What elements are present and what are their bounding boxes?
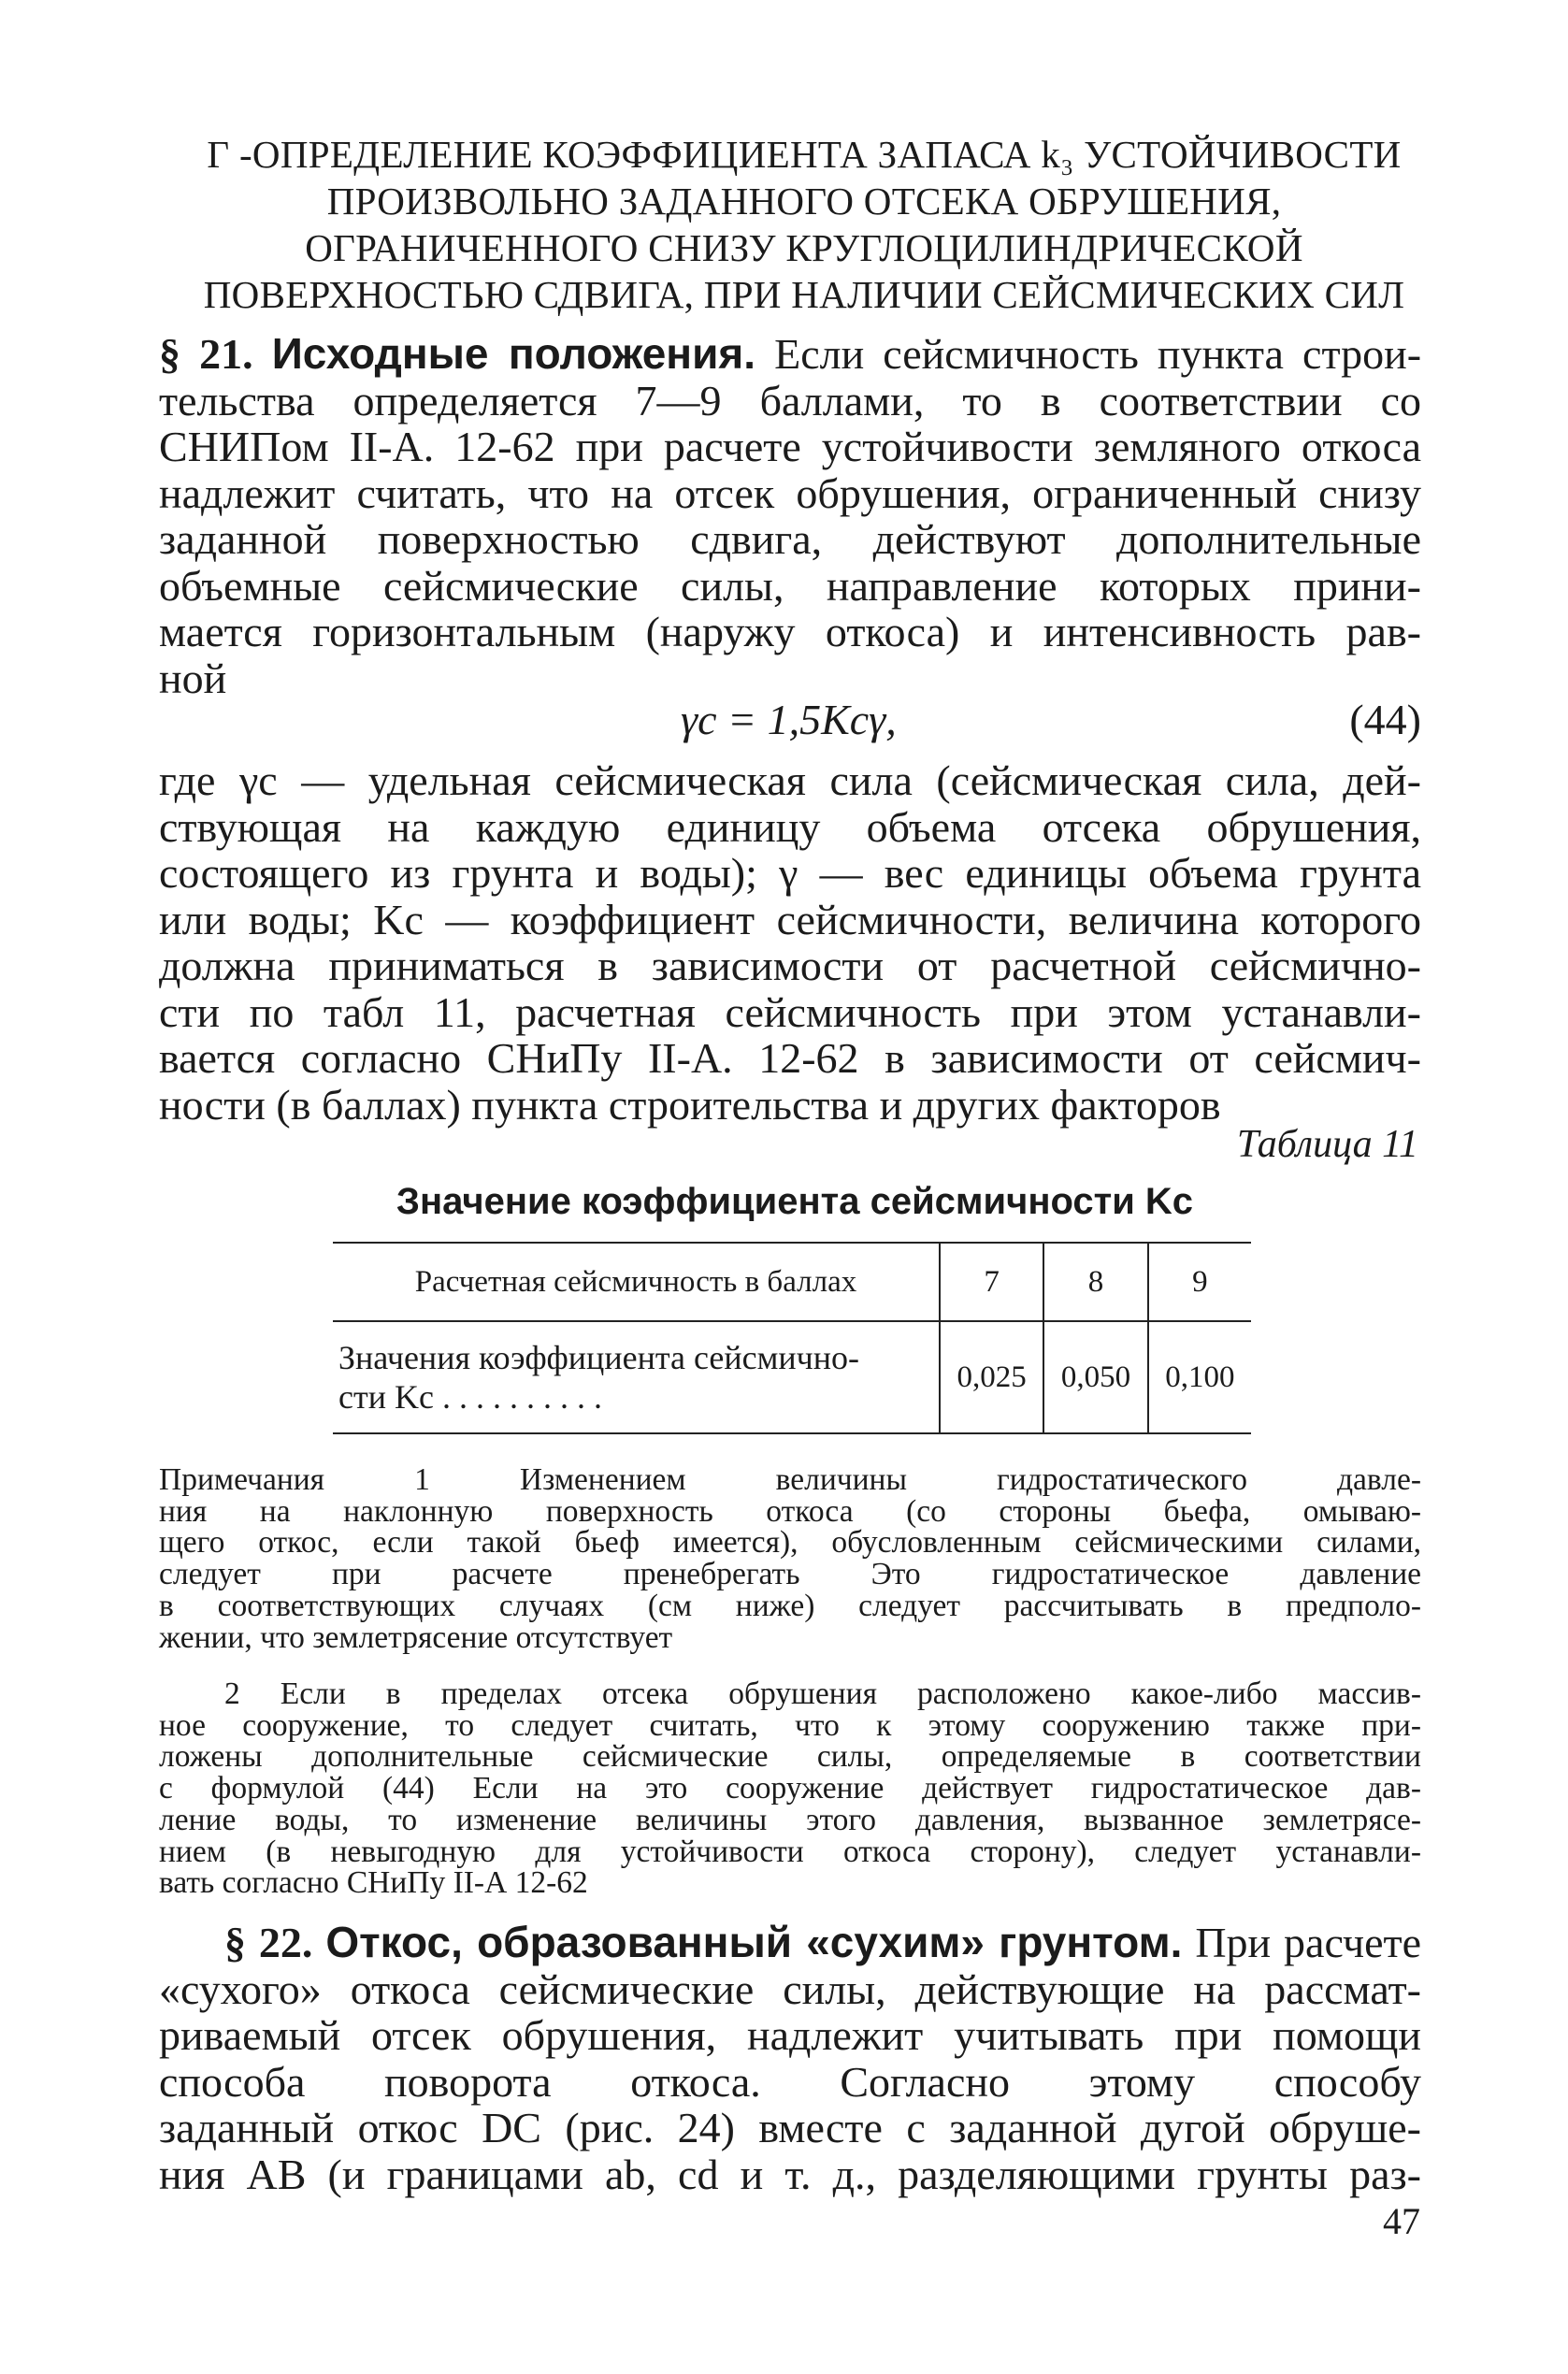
note-line: ление воды, то изменение величины этого давления, вызванное землетрясе-: [159, 1802, 1421, 1837]
note-line: вать согласно СНиПу II-А 12-62: [159, 1865, 588, 1901]
paragraph-line: объемные сейсмические силы, направление которых прини-: [159, 561, 1421, 610]
paragraph-line: заданный откос DC (рис. 24) вместе с заданной дугой обруше-: [159, 2104, 1421, 2151]
note-line: с формулой (44) Если на это сооружение действует гидростатическое дав-: [159, 1771, 1421, 1806]
seismic-coefficient-table: [333, 1242, 1251, 1434]
formula-expression: γc = 1,5Kcγ,: [681, 696, 897, 743]
paragraph-line: или воды; Kc — коэффициент сейсмичности, величина которого: [159, 895, 1421, 943]
table-header-cell: 7: [940, 1243, 1043, 1321]
note-2: [159, 1678, 1421, 1899]
paragraph-line: [159, 1920, 1421, 1966]
note-1: [159, 1464, 1421, 1653]
table-title: Значение коэффициента сейсмичности Kc: [396, 1181, 1194, 1222]
paragraph-line: состоящего из грунта и воды); γ — вес единицы объема грунта: [159, 849, 1421, 897]
heading-line: ПРОИЗВОЛЬНО ЗАДАННОГО ОТСЕКА ОБРУШЕНИЯ,: [326, 180, 1282, 223]
definitions-paragraph: [159, 757, 1421, 1128]
note-line: щего откос, если такой бьеф имеется), обусловленным сейсмическими силами,: [159, 1525, 1421, 1561]
note-line: ложены дополнительные сейсмические силы, определяемые в соответствии: [159, 1739, 1421, 1775]
paragraph-text: При расчете: [1195, 1919, 1422, 1966]
paragraph-text: Если сейсмичность пункта строи-: [774, 330, 1422, 378]
chapter-heading: [159, 131, 1449, 318]
paragraph-line: вается согласно СНиПу II-А. 12-62 в зависимости от сейсмич-: [159, 1034, 1421, 1082]
note-line: ное сооружение, то следует считать, что к этому сооружению также при-: [159, 1707, 1421, 1743]
section-22-paragraph: [159, 1920, 1421, 2197]
note-line: в соответствующих случаях (см ниже) следует рассчитывать в предполо-: [159, 1588, 1421, 1623]
paragraph-line: ствующая на каждую единицу объема отсека обрушения,: [159, 802, 1421, 851]
note-line: Примечания 1 Изменением величины гидростатического давле-: [159, 1462, 1421, 1497]
table-header-row: [333, 1243, 1251, 1321]
paragraph-line: [159, 331, 1421, 378]
note-line: жении, что землетрясение отсутствует: [159, 1619, 673, 1655]
table-row-label: [333, 1321, 940, 1433]
section-21-paragraph: [159, 331, 1421, 701]
table-cell: 0,025: [940, 1321, 1043, 1433]
heading-line: ОГРАНИЧЕННОГО СНИЗУ КРУГЛОЦИЛИНДРИЧЕСКОЙ: [305, 226, 1303, 269]
section-number: § 22.: [224, 1919, 313, 1966]
table-caption: Таблица 11: [1236, 1123, 1418, 1166]
section-title: Откос, образованный «сухим» грунтом.: [325, 1918, 1183, 1966]
paragraph-line: тельства определяется 7—9 баллами, то в соответствии со: [159, 376, 1421, 424]
note-line: следует при расчете пренебрегать Это гидростатическое давление: [159, 1557, 1421, 1592]
paragraph-line: мается горизонтальным (наружу откоса) и интенсивность рав-: [159, 608, 1421, 655]
table-cell: 0,100: [1148, 1321, 1251, 1433]
paragraph-line: «сухого» откоса сейсмические силы, действующие на рассмат-: [159, 1964, 1421, 2013]
paragraph-line: заданной поверхностью сдвига, действуют дополнительные: [159, 515, 1421, 563]
page-number: 47: [1383, 2200, 1420, 2242]
paragraph-line: ности (в баллах) пункта строительства и других факторов: [159, 1080, 1221, 1129]
section-number: § 21.: [159, 330, 253, 378]
table-row: [333, 1321, 1251, 1433]
paragraph-line: ной: [159, 654, 227, 702]
row-label-line: сти Kc . . . . . . . . . .: [338, 1378, 602, 1416]
note-line: ния на наклонную поверхность откоса (со стороны бьефа, омываю-: [159, 1493, 1421, 1529]
row-label-line: Значения коэффициента сейсмично-: [338, 1339, 860, 1376]
table-header-label: Расчетная сейсмичность в баллах: [333, 1243, 940, 1321]
paragraph-line: способа поворота откоса. Согласно этому способу: [159, 2057, 1421, 2106]
section-title: Исходные положения.: [271, 329, 755, 378]
paragraph-line: сти по табл 11, расчетная сейсмичность при этом устанавли-: [159, 987, 1421, 1036]
formula-number: (44): [1349, 696, 1421, 743]
table-header-cell: 8: [1043, 1243, 1147, 1321]
heading-line: ПОВЕРХНОСТЬЮ СДВИГА, ПРИ НАЛИЧИИ СЕЙСМИЧЕСКИХ СИЛ: [203, 273, 1405, 316]
paragraph-line: надлежит считать, что на отсек обрушения, ограниченный снизу: [159, 468, 1421, 517]
paragraph-line: должна приниматься в зависимости от расчетной сейсмично-: [159, 942, 1421, 989]
note-line: 2 Если в пределах отсека обрушения расположено какое-либо массив-: [224, 1676, 1421, 1711]
note-line: нием (в невыгодную для устойчивости откоса сторону), следует устанавли-: [159, 1834, 1421, 1869]
paragraph-line: СНИПом II-А. 12-62 при расчете устойчивости земляного откоса: [159, 423, 1421, 470]
heading-line: Г -ОПРЕДЕЛЕНИЕ КОЭФФИЦИЕНТА ЗАПАСА k₃ УСТОЙЧИВОСТИ: [207, 133, 1402, 176]
paragraph-line: ния AB (и границами ab, cd и т. д., разделяющими грунты раз-: [159, 2150, 1421, 2198]
table-header-cell: 9: [1148, 1243, 1251, 1321]
table-cell: 0,050: [1043, 1321, 1147, 1433]
formula-44: [159, 695, 1421, 741]
paragraph-line: где γc — удельная сейсмическая сила (сейсмическая сила, дей-: [159, 756, 1421, 804]
paragraph-line: риваемый отсек обрушения, надлежит учитывать при помощи: [159, 2011, 1421, 2059]
